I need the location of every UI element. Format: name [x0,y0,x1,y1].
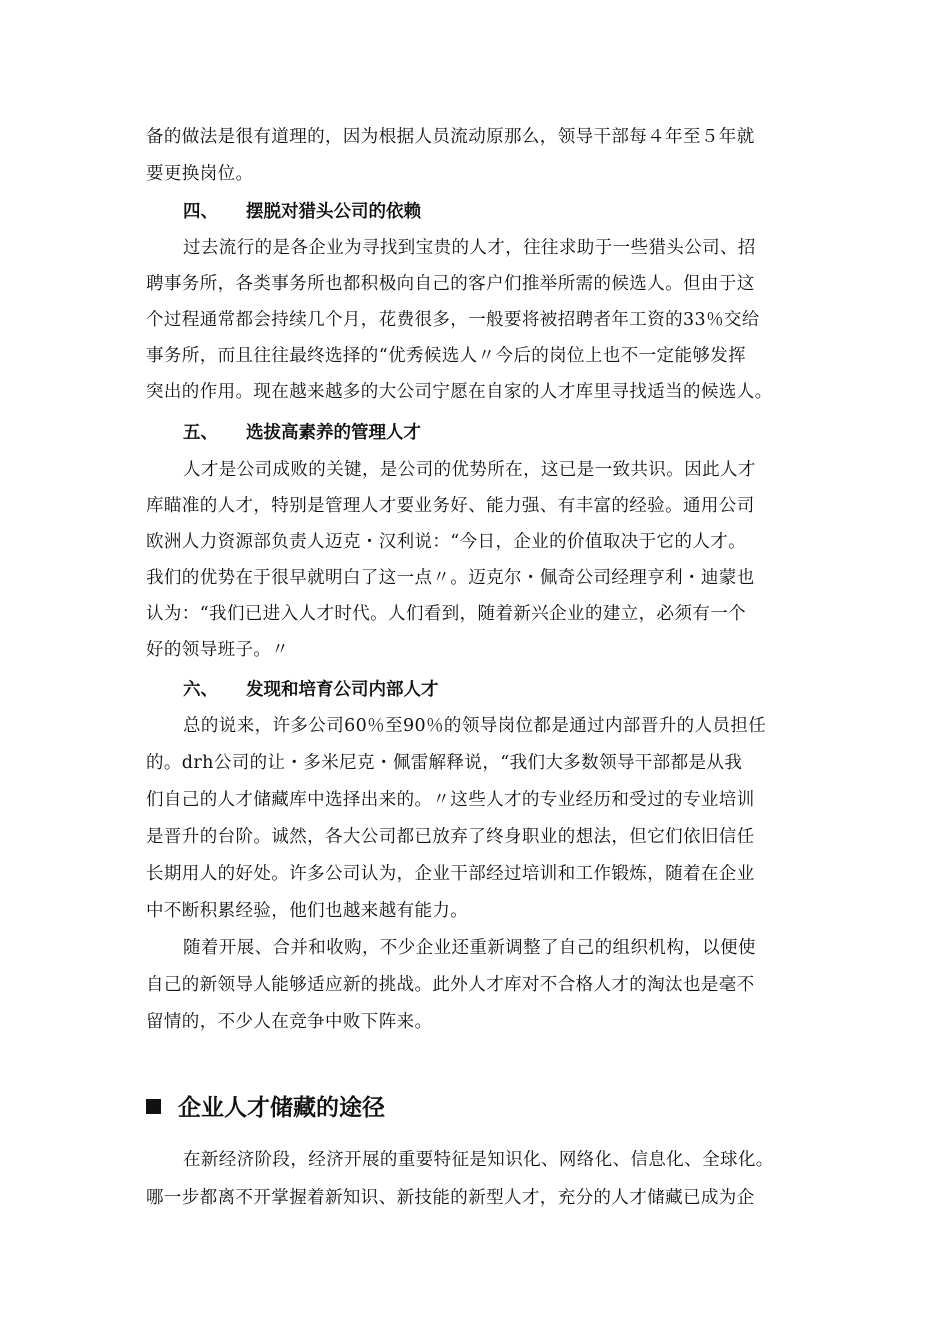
section5-title: 选拔高素养的管理人才 [246,423,421,443]
text-line: 事务所，而且往往最终选择的“优秀候选人〃今后的岗位上也不一定能够发挥 [146,346,747,366]
text-line: 中不断积累经验，他们也越来越有能力。 [146,901,469,921]
section6-number: 六、 [183,680,218,700]
section-heading [146,1090,385,1126]
text-line: 的。drh公司的让・多米尼克・佩雷解释说，“我们大多数领导干部都是从我 [146,753,743,773]
section4-number: 四、 [183,202,218,222]
text-line: 突出的作用。现在越来越多的大公司宁愿在自家的人才库里寻找适当的候选人。 [146,382,773,402]
text-line: 哪一步都离不开掌握着新知识、新技能的新型人才，充分的人才储藏已成为企 [146,1188,755,1208]
text-line: 随着开展、合并和收购，不少企业还重新调整了自己的组织机构，以便使 [183,938,756,958]
text-line: 个过程通常都会持续几个月，花费很多，一般要将被招聘者年工资的33％交给 [146,310,760,330]
text-line: 长期用人的好处。许多公司认为，企业干部经过培训和工作锻炼，随着在企业 [146,864,755,884]
section4-title: 摆脱对猎头公司的依赖 [246,202,421,222]
text-line: 是晋升的台阶。诚然，各大公司都已放弃了终身职业的想法，但它们依旧信任 [146,827,755,847]
square-bullet-icon [146,1099,161,1114]
text-line: 库瞄准的人才，特别是管理人才要业务好、能力强、有丰富的经验。通用公司 [146,496,755,516]
text-line: 聘事务所，各类事务所也都积极向自己的客户们推举所需的候选人。但由于这 [146,274,755,294]
section5-number: 五、 [183,423,218,443]
text-line: 我们的优势在于很早就明白了这一点〃。迈克尔・佩奇公司经理亨利・迪蒙也 [146,568,755,588]
text-line: 备的做法是很有道理的，因为根据人员流动原那么，领导干部每４年至５年就 [146,127,755,147]
text-line: 好的领导班子。〃 [146,640,290,660]
text-line: 在新经济阶段，经济开展的重要特征是知识化、网络化、信息化、全球化。 [183,1150,774,1170]
text-line: 认为：“我们已进入人才时代。人们看到，随着新兴企业的建立，必须有一个 [146,604,747,624]
text-line: 欧洲人力资源部负责人迈克・汉利说：“今日，企业的价值取决于它的人才。 [146,532,747,552]
text-line: 总的说来，许多公司60％至90％的领导岗位都是通过内部晋升的人员担任 [183,716,767,736]
text-line: 要更换岗位。 [146,164,254,184]
text-line: 人才是公司成败的关键，是公司的优势所在，这已是一致共识。因此人才 [183,460,756,480]
text-line: 们自己的人才储藏库中选择出来的。〃这些人才的专业经历和受过的专业培训 [146,790,755,810]
section6-title: 发现和培育公司内部人才 [246,680,439,700]
text-line: 自己的新领导人能够适应新的挑战。此外人才库对不合格人才的淘汰也是毫不 [146,975,755,995]
text-line: 过去流行的是各企业为寻找到宝贵的人才，往往求助于一些猎头公司、招 [183,238,756,258]
section-heading-title: 企业人才储藏的途径 [178,1095,385,1121]
text-line: 留情的，不少人在竞争中败下阵来。 [146,1012,433,1032]
